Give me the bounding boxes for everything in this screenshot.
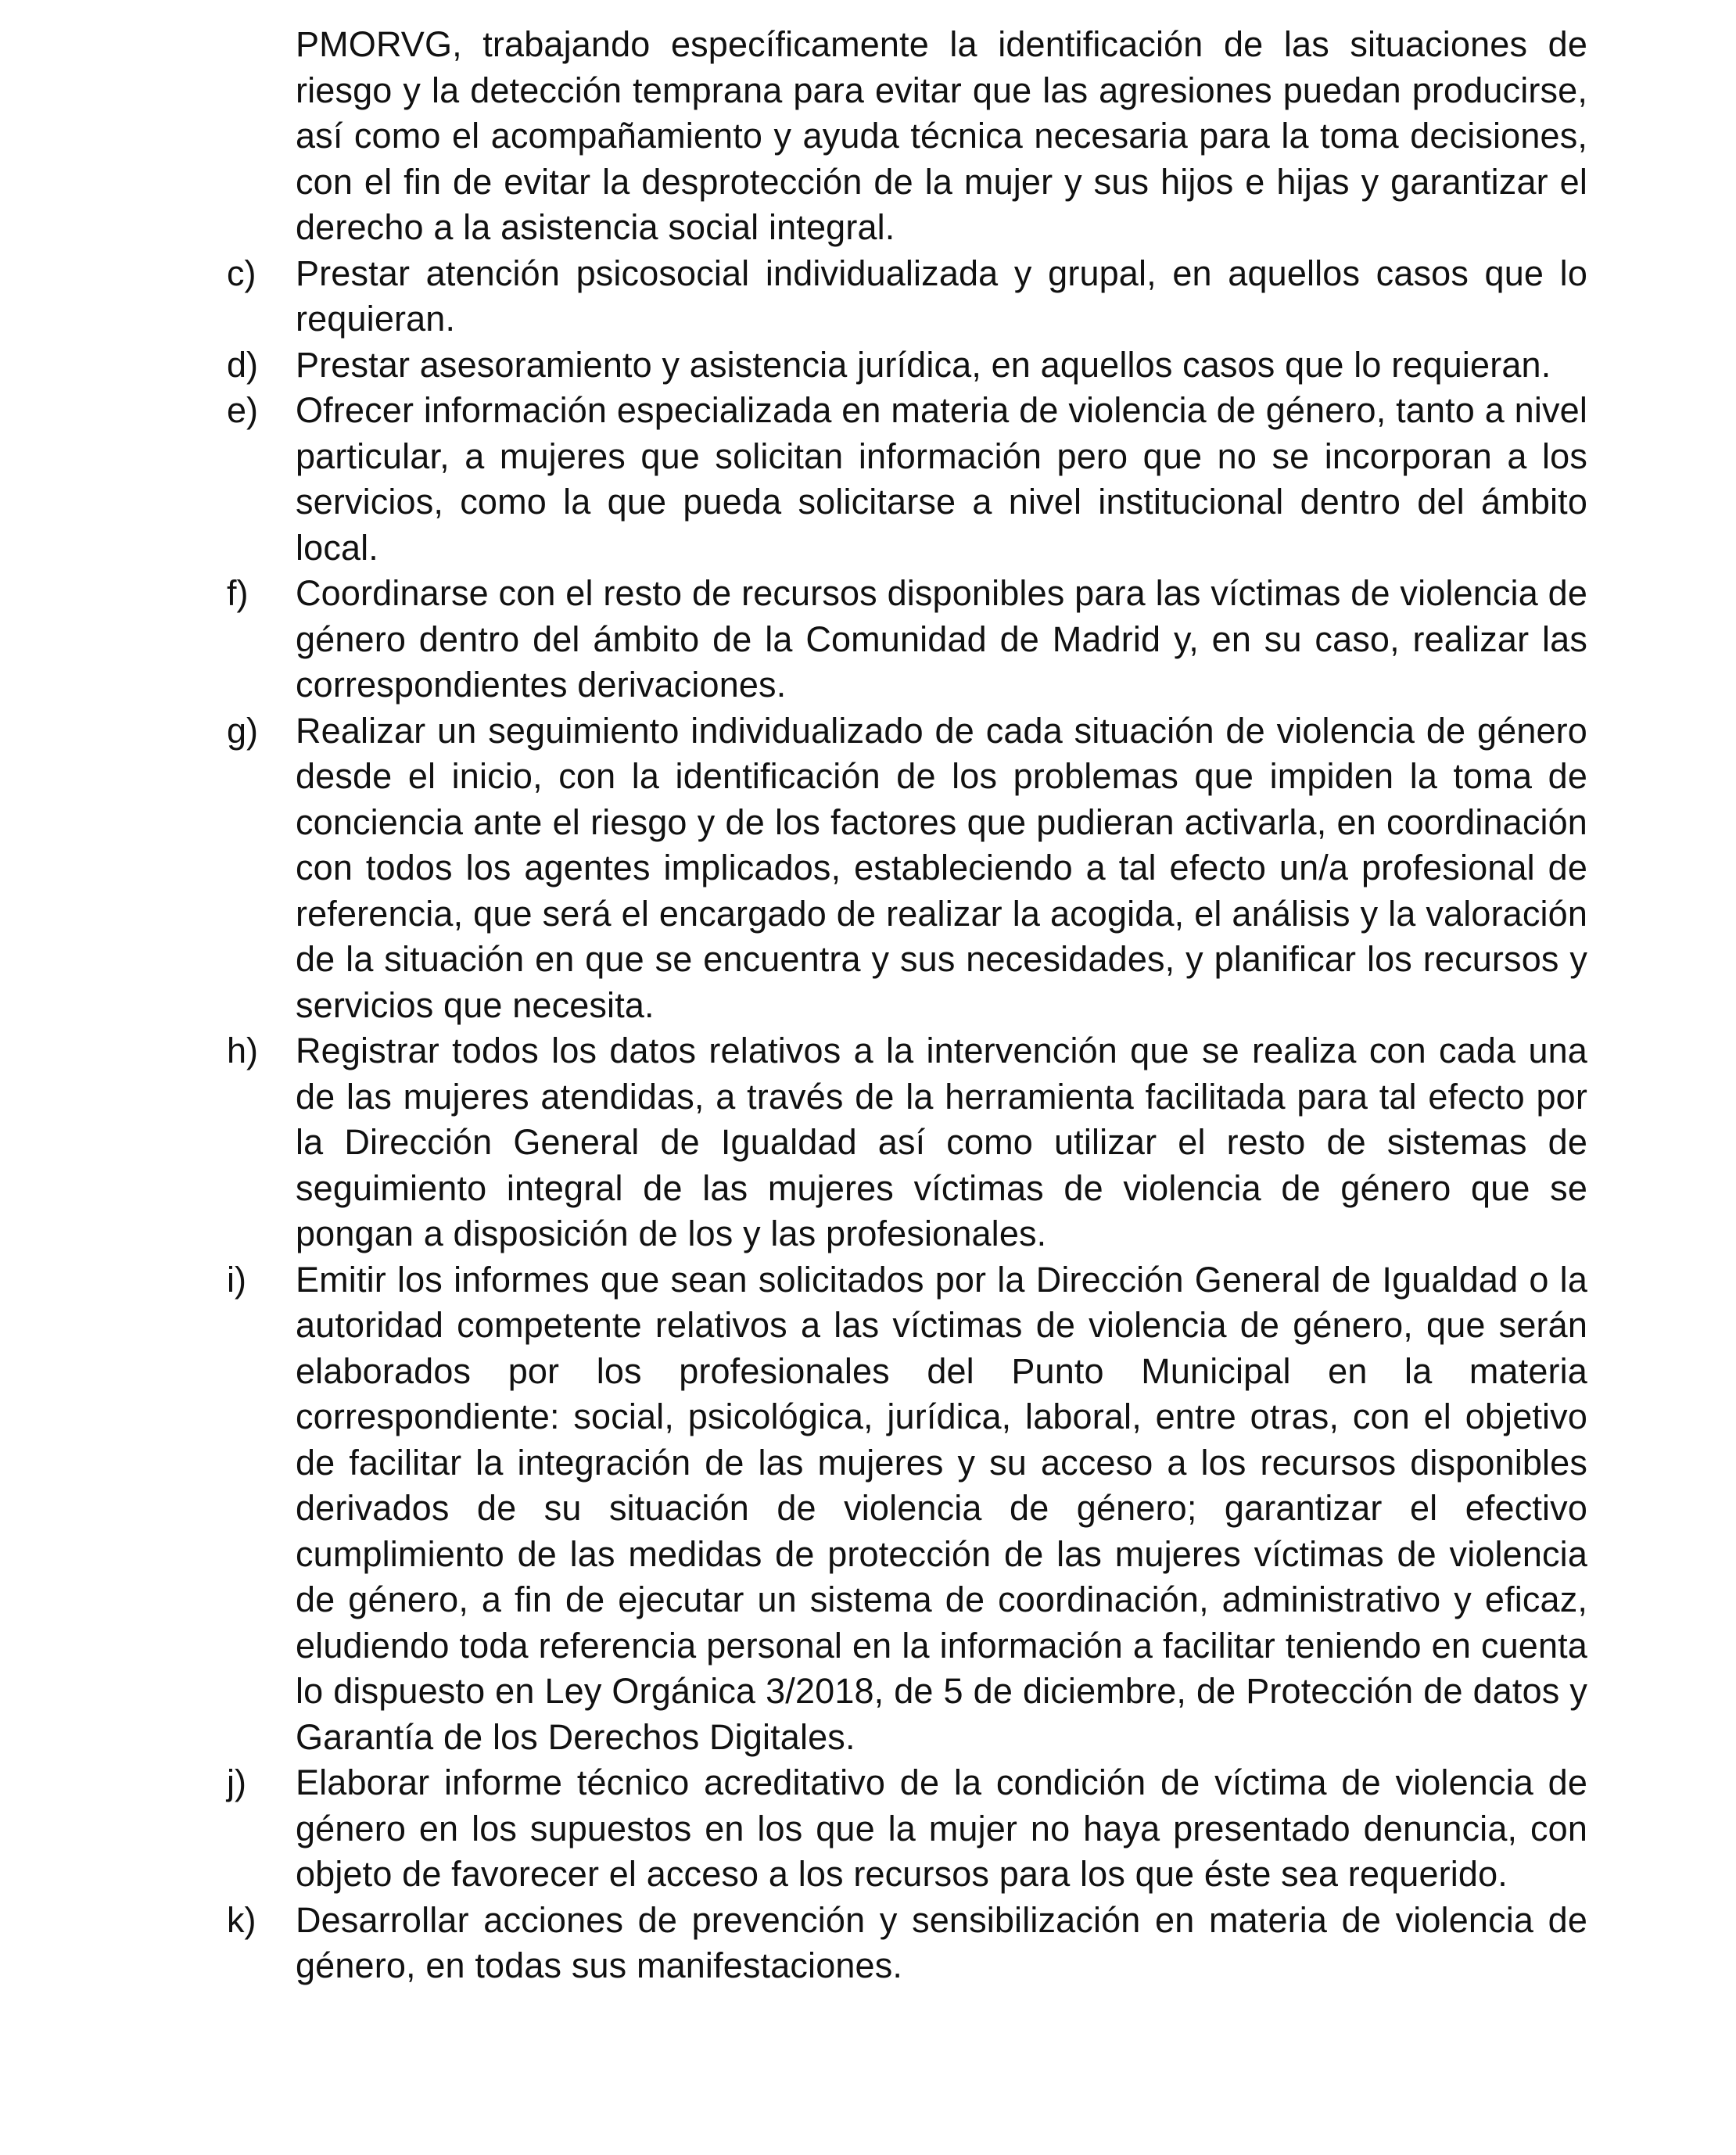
list-item-text: Elaborar informe técnico acreditativo de la condición de víctima de violencia de género en los supuestos en los que la mujer no haya presentado denuncia, con objeto de favorecer el acceso a los recursos para los que éste sea requerido. — [296, 1762, 1587, 1894]
intro-paragraph: PMORVG, trabajando específicamente la identificación de las situaciones de riesgo y la detección temprana para evitar que las agresiones puedan producirse, así como el acompañamiento y ayuda técnica necesaria para la toma decisiones, con el fin de evitar la desprotección de la mujer y sus hijos e hijas y garantizar el derecho a la asistencia social integral. — [296, 24, 1587, 247]
list-item-f — [227, 571, 1587, 708]
list-marker: h) — [227, 1031, 259, 1070]
list-item-text: Desarrollar acciones de prevención y sensibilización en materia de violencia de género, en todas sus manifestaciones. — [296, 1899, 1587, 1985]
list-item-text: Registrar todos los datos relativos a la intervención que se realiza con cada una de las mujeres atendidas, a través de la herramienta facilitada para tal efecto por la Dirección General de Igualdad así como utilizar el resto de sistemas de seguimiento integral de las mujeres víctimas de violencia de género que se pongan a disposición de los y las profesionales. — [296, 1031, 1587, 1253]
list-marker: e) — [227, 390, 259, 430]
list-marker: c) — [227, 253, 256, 293]
list-item-d — [227, 342, 1587, 389]
list-marker: d) — [227, 344, 259, 385]
list-marker: k) — [227, 1899, 256, 1940]
list-marker: i) — [227, 1259, 246, 1300]
list-item-k — [227, 1898, 1587, 1989]
list-item-text: Prestar atención psicosocial individualizada y grupal, en aquellos casos que lo requieran. — [296, 253, 1587, 339]
list-item-text: Emitir los informes que sean solicitados por la Dirección General de Igualdad o la autoridad competente relativos a las víctimas de violencia de género, que serán elaborados por los profesionales del Punto Municipal en la materia correspondiente: social, psicológica, jurídica, laboral, entre otras, con el objetivo de facilitar la integración de las mujeres y su acceso a los recursos disponibles derivados de su situación de violencia de género; garantizar el efectivo cumplimiento de las medidas de protección de las mujeres víctimas de violencia de género, a fin de ejecutar un sistema de coordinación, administrativo y eficaz, eludiendo toda referencia personal en la información a facilitar teniendo en cuenta lo dispuesto en Ley Orgánica 3/2018, de 5 de diciembre, de Protección de datos y Garantía de los Derechos Digitales. — [296, 1259, 1587, 1757]
list-item-text: Coordinarse con el resto de recursos disponibles para las víctimas de violencia de género dentro del ámbito de la Comunidad de Madrid y, en su caso, realizar las correspondientes derivaciones. — [296, 573, 1587, 705]
list-item-text: Ofrecer información especializada en materia de violencia de género, tanto a nivel particular, a mujeres que solicitan información pero que no se incorporan a los servicios, como la que pueda solicitarse a nivel institucional dentro del ámbito local. — [296, 390, 1587, 568]
list-item-g — [227, 708, 1587, 1029]
list-item-text: Prestar asesoramiento y asistencia jurídica, en aquellos casos que lo requieran. — [296, 344, 1551, 385]
list-item-text: Realizar un seguimiento individualizado de cada situación de violencia de género desde el inicio, con la identificación de los problemas que impiden la toma de conciencia ante el riesgo y de los factores que pudieran activarla, en coordinación con todos los agentes implicados, estableciendo a tal efecto un/a profesional de referencia, que será el encargado de realizar la acogida, el análisis y la valoración de la situación en que se encuentra y sus necesidades, y planificar los recursos y servicios que necesita. — [296, 710, 1587, 1025]
list-item-i — [227, 1257, 1587, 1761]
list-item-e — [227, 388, 1587, 571]
list-item-h — [227, 1028, 1587, 1257]
list-marker: f) — [227, 573, 249, 613]
document-content — [227, 22, 1587, 1989]
functions-list — [227, 251, 1587, 1989]
list-marker: j) — [227, 1762, 246, 1802]
list-item-c — [227, 251, 1587, 342]
list-item-j — [227, 1760, 1587, 1898]
list-marker: g) — [227, 710, 259, 751]
